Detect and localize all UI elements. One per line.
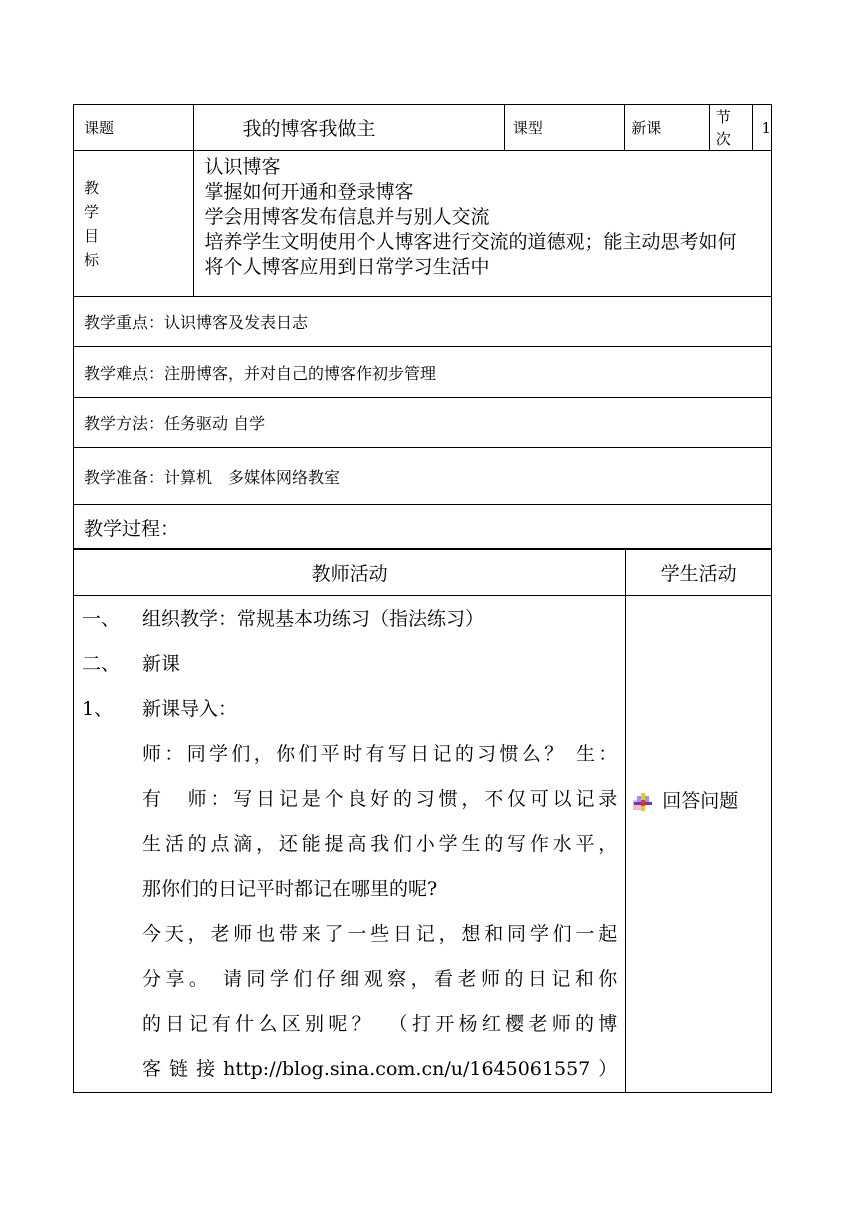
process-header-row: [74, 549, 772, 596]
method-text: 教学方法：任务驱动 自学: [74, 398, 772, 448]
paragraph-line: 师：同学们，你们平时有写日记的习惯么？ 生：: [142, 743, 618, 765]
key-point-text: 教学重点：认识博客及发表日志: [74, 297, 772, 347]
difficulty-row: [74, 347, 772, 398]
objective-line: 掌握如何开通和登录博客: [204, 181, 414, 203]
objective-line: 将个人博客应用到日常学习生活中: [204, 256, 490, 278]
process-title-row: [74, 505, 772, 550]
type-label: 课型: [504, 105, 624, 151]
paragraph-line: 生活的点滴，还能提高我们小学生的写作水平，: [142, 833, 618, 855]
objective-line: 认识博客: [204, 156, 281, 178]
student-activity-header: 学生活动: [626, 549, 772, 596]
paragraph-line: 那你们的日记平时都记在哪里的呢?: [142, 878, 438, 900]
objectives-label: [74, 151, 194, 297]
session-value: 1: [753, 105, 772, 151]
objectives-label-char: 教: [84, 178, 100, 197]
session-label: [709, 105, 753, 151]
paragraph-line: 今天，老师也带来了一些日记，想和同学们一起: [142, 923, 618, 945]
header-row: [74, 105, 772, 151]
student-answer-text: 回答问题: [662, 790, 739, 812]
colored-squares-bullet-icon: [632, 791, 654, 813]
preparation-text: 教学准备：计算机 多媒体网络教室: [74, 448, 772, 505]
objectives-label-char: 标: [84, 250, 100, 269]
teacher-activity-cell: [74, 596, 626, 1093]
session-label-line1: 节: [715, 107, 731, 126]
lesson-info-table: [73, 104, 772, 550]
paragraph-line: 有 师：写日记是个良好的习惯，不仅可以记录: [142, 788, 618, 810]
objectives-label-char: 目: [84, 226, 100, 245]
item-number: 1、: [82, 698, 114, 720]
process-item: [82, 687, 617, 732]
objectives-content: [193, 151, 771, 297]
method-row: [74, 398, 772, 448]
difficulty-text: 教学难点：注册博客，并对自己的博客作初步管理: [74, 347, 772, 398]
process-item: [82, 642, 617, 687]
item-number: 二、: [82, 653, 121, 675]
topic-value: 我的博客我做主: [193, 105, 504, 151]
paragraph-line: 客 链 接 http://blog.sina.com.cn/u/1645061557 ）: [142, 1058, 618, 1080]
paragraph-line: 分享。 请同学们仔细观察，看老师的日记和你: [142, 968, 618, 990]
objectives-label-char: 学: [84, 202, 100, 221]
teacher-activity-header: 教师活动: [74, 549, 626, 596]
student-activity-cell: [626, 596, 772, 1093]
paragraph-line: 的日记有什么区别呢？ （打开杨红樱老师的博: [142, 1013, 618, 1035]
process-table: [73, 548, 772, 1093]
objective-line: 培养学生文明使用个人博客进行交流的道德观；能主动思考如何: [204, 231, 737, 253]
item-text: 新课: [142, 653, 181, 675]
session-label-line2: 次: [715, 129, 731, 148]
key-point-row: [74, 297, 772, 347]
process-title: 教学过程：: [74, 505, 772, 550]
item-text: 组织教学：常规基本功练习（指法练习）: [142, 608, 485, 630]
preparation-row: [74, 448, 772, 505]
student-answer: [632, 786, 771, 813]
type-value: 新课: [625, 105, 710, 151]
item-number: 一、: [82, 608, 121, 630]
process-item: [82, 597, 617, 642]
process-content-row: [74, 596, 772, 1093]
objectives-row: [74, 151, 772, 297]
topic-label: 课题: [74, 105, 194, 151]
objective-line: 学会用博客发布信息并与别人交流: [204, 206, 490, 228]
item-text: 新课导入：: [142, 698, 238, 720]
